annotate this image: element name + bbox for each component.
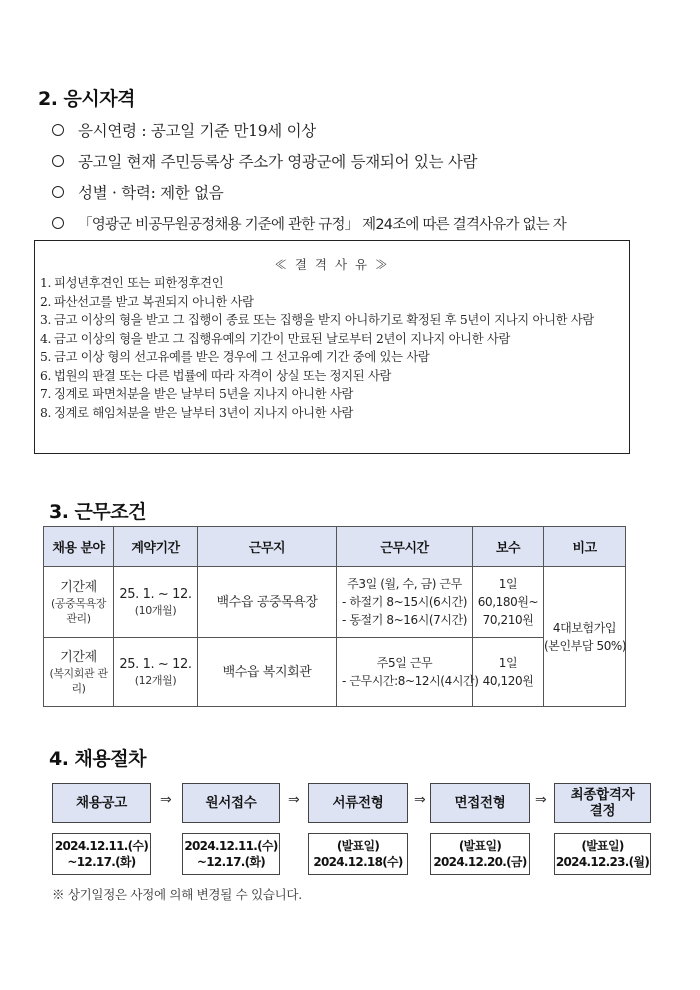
hours-line: - 하절기 8~15시(6시간) — [342, 595, 468, 609]
period-label: 25. 1. ~ 12. — [119, 657, 192, 672]
pay-line: 70,210원 — [482, 613, 534, 627]
circle-bullet-icon — [52, 155, 64, 167]
item-number: 7. — [40, 387, 52, 401]
step-label: 서류전형 — [332, 795, 384, 811]
item-text: 징계로 파면처분을 받은 날부터 5년을 지나지 아니한 사람 — [54, 387, 354, 401]
date-line: 2024.12.23.(월) — [555, 855, 650, 869]
cell-hours — [337, 638, 479, 707]
item-text: 법원의 판결 또는 다른 법률에 따라 자격이 상실 또는 정지된 사람 — [54, 368, 392, 383]
disqualification-item — [40, 330, 623, 349]
item-text: 금고 이상 형의 선고유예를 받은 경우에 그 선고유예 기간 중에 있는 사람 — [54, 350, 430, 364]
work-conditions-table — [43, 526, 626, 707]
date-application — [182, 833, 280, 875]
circle-bullet-icon — [52, 186, 64, 198]
hours-line: - 근무시간:8~12시(4시간) — [342, 674, 479, 688]
location-label: 백수읍 공중목욕장 — [216, 594, 318, 610]
schedule-note: ※ 상기일정은 사정에 의해 변경될 수 있습니다. — [52, 887, 302, 902]
step-document-screening — [308, 783, 408, 823]
pay-line: 1일 — [498, 656, 518, 670]
hours-main: 주5일 근무 — [376, 656, 433, 670]
date-line: (발표일) — [581, 839, 624, 853]
cell-period — [114, 638, 198, 707]
circle-bullet-icon — [52, 124, 64, 136]
date-line: 2024.12.18(수) — [313, 855, 403, 869]
step-application — [182, 783, 280, 823]
circle-bullet-icon — [52, 217, 64, 229]
section-title-hiring-process: 4. 채용절차 — [49, 748, 146, 770]
disqualification-item — [40, 385, 623, 404]
bullet-text: 「영광군 비공무원공정채용 기준에 관한 규정」 제24조에 따른 결격사유가 없는 자 — [78, 217, 566, 233]
item-text: 징계로 해임처분을 받은 날부터 3년이 지나지 아니한 사람 — [54, 405, 354, 420]
step-final-decision — [554, 783, 651, 823]
step-label: 면접전형 — [454, 795, 506, 811]
item-number: 1. — [40, 276, 52, 290]
step-interview — [430, 783, 530, 823]
location-label: 백수읍 복지회관 — [222, 664, 312, 680]
disqualification-list — [40, 274, 623, 422]
arrow-right-icon: ⇒ — [288, 792, 300, 808]
date-job-posting — [52, 833, 151, 875]
arrow-right-icon: ⇒ — [414, 792, 426, 808]
cell-pay — [473, 567, 544, 638]
cell-hours — [337, 567, 473, 638]
cell-period — [114, 567, 198, 638]
arrow-right-icon: ⇒ — [535, 792, 547, 808]
disqualification-title: ≪ 결 격 사 유 ≫ — [274, 257, 390, 272]
table-header-row — [44, 527, 626, 567]
header-field: 채용 분야 — [44, 527, 114, 567]
date-document-screening — [308, 833, 408, 875]
date-line: 2024.12.20.(금) — [433, 855, 527, 869]
item-text: 파산선고를 받고 복권되지 아니한 사람 — [54, 294, 254, 309]
disqualification-box — [34, 240, 630, 454]
field-sub: (복지회관 관리) — [49, 666, 108, 695]
section-title-work-conditions: 3. 근무조건 — [49, 501, 146, 523]
date-line: 2024.12.11.(수) — [184, 839, 278, 853]
item-text: 금고 이상의 형을 받고 그 집행이 종료 또는 집행을 받지 아니하기로 확정된 후 5년이 지나지 아니한 사람 — [54, 313, 594, 327]
table-row — [44, 638, 626, 707]
date-line: (발표일) — [336, 839, 380, 853]
item-number: 6. — [40, 368, 52, 383]
field-sub: (공중목욕장 관리) — [50, 596, 107, 625]
section-title-eligibility: 2. 응시자격 — [38, 88, 135, 110]
date-final-decision — [554, 833, 651, 875]
header-location: 근무지 — [198, 527, 337, 567]
step-job-posting — [52, 783, 151, 823]
disqualification-item — [40, 348, 623, 367]
item-number: 4. — [40, 331, 52, 346]
bullet-text: 공고일 현재 주민등록상 주소가 영광군에 등재되어 있는 사람 — [78, 153, 478, 171]
item-number: 3. — [40, 313, 52, 327]
disqualification-item — [40, 404, 623, 423]
hours-main: 주3일 (월, 수, 금) 근무 — [347, 577, 462, 591]
date-line: ~12.17.(화) — [67, 855, 136, 869]
header-remark: 비고 — [544, 527, 626, 567]
field-label: 기간제 — [60, 649, 97, 665]
period-sub: (12개월) — [134, 674, 177, 687]
pay-line: 60,180원~ — [477, 595, 539, 609]
cell-location — [198, 638, 337, 707]
period-sub: (10개월) — [134, 604, 177, 617]
cell-location — [198, 567, 337, 638]
date-interview — [430, 833, 530, 875]
pay-line: 40,120원 — [482, 674, 534, 688]
item-text: 피성년후견인 또는 피한정후견인 — [54, 276, 224, 290]
eligibility-item-residence — [52, 150, 477, 172]
eligibility-item-age — [52, 119, 316, 141]
pay-line: 1일 — [498, 577, 518, 591]
eligibility-item-disqualification-rule — [52, 213, 566, 234]
step-label: 결정 — [589, 803, 616, 819]
step-label: 최종합격자 — [570, 787, 635, 803]
header-period: 계약기간 — [114, 527, 198, 567]
eligibility-item-gender-education — [52, 181, 223, 203]
item-text: 금고 이상의 형을 받고 그 집행유예의 기간이 만료된 날로부터 2년이 지나지 아니한 사람 — [54, 331, 511, 346]
step-label: 원서접수 — [205, 795, 257, 811]
field-label: 기간제 — [60, 579, 97, 595]
remark-line: 4대보험가입 — [552, 620, 617, 635]
item-number: 2. — [40, 294, 52, 309]
period-label: 25. 1. ~ 12. — [119, 587, 192, 602]
bullet-text: 응시연령 : 공고일 기준 만19세 이상 — [78, 122, 316, 140]
item-number: 8. — [40, 405, 52, 420]
item-number: 5. — [40, 350, 52, 364]
cell-remark — [544, 567, 626, 707]
disqualification-item — [40, 293, 623, 312]
cell-field — [44, 567, 114, 638]
date-line: (발표일) — [458, 839, 502, 853]
date-line: 2024.12.11.(수) — [54, 839, 149, 853]
disqualification-item — [40, 274, 623, 293]
step-label: 채용공고 — [76, 795, 127, 811]
cell-field — [44, 638, 114, 707]
hours-line: - 동절기 8~16시(7시간) — [342, 613, 468, 627]
bullet-text: 성별 · 학력: 제한 없음 — [78, 184, 224, 202]
header-pay: 보수 — [473, 527, 544, 567]
disqualification-item — [40, 367, 623, 386]
cell-pay — [473, 638, 544, 707]
arrow-right-icon: ⇒ — [160, 792, 172, 808]
header-hours: 근무시간 — [337, 527, 473, 567]
date-line: ~12.17.(화) — [196, 855, 266, 869]
remark-line: (본인부담 50%) — [544, 638, 627, 653]
disqualification-item — [40, 311, 623, 330]
table-row — [44, 567, 626, 638]
